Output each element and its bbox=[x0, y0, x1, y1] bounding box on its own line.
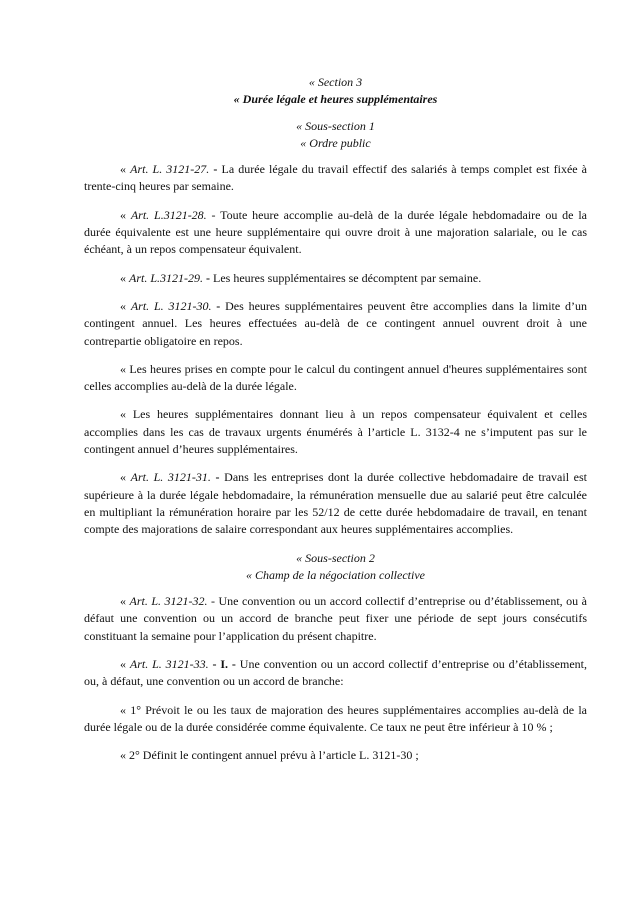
body-paragraph: « Les heures supplémentaires donnant lieu à un repos compensateur équivalent et celles accomplies dans les cas de travaux urgents énumérés à l’article L. 3132-4 ne s’imputent pas sur le contingent annuel d’heures supplémentaires. bbox=[84, 407, 587, 457]
paragraph-text: Les heures supplémentaires donnant lieu à un repos compensateur équivalent et celles accomplies dans les cas de travaux urgents énumérés à l’article L. 3132-4 ne s’imputent pas sur le contingent annuel d’heures supplémentaires. bbox=[84, 407, 587, 457]
article-paragraph: « Art. L.3121-29. - Les heures supplémentaires se décomptent par semaine. bbox=[120, 270, 482, 285]
subsection-title: « Champ de la négociation collective bbox=[246, 567, 425, 582]
article-reference: Art. L. 3121-32. bbox=[129, 594, 208, 609]
section-heading: « Section 3 bbox=[308, 75, 363, 89]
article-reference: Art. L. 3121-27. bbox=[130, 162, 210, 177]
document-page bbox=[84, 74, 587, 776]
paragraph-text: Dans les entreprises dont la durée collective hebdomadaire de travail est supérieure à la durée légale hebdomadaire, la rémunération mensuelle due au salarié peut être calculée en multipliant la rémunération horaire par les 52/12 de cette durée hebdomadaire de travail, en tenant compte des majorations de salaire correspondant aux heures supplémentaires accomplies. bbox=[84, 470, 588, 537]
paragraph-text: 1° Prévoit le ou les taux de majoration des heures supplémentaires accomplies au-delà de la durée légale ou de la durée considérée comme équivalente. Ce taux ne peut être inférieur à 10 % ; bbox=[84, 702, 587, 734]
article-reference: Art. L. 3121-33. bbox=[129, 657, 209, 672]
article-reference: Art. L. 3121-30. bbox=[130, 298, 212, 313]
subsection-heading: « Sous-section 1 bbox=[296, 118, 375, 133]
paragraph-text: La durée légale du travail effectif des salariés à temps complet est fixée à trente-cinq heures par semaine. bbox=[84, 162, 588, 194]
paragraph-text: Les heures prises en compte pour le calcul du contingent annuel d'heures supplémentaires sont celles accomplies au-delà de la durée légale. bbox=[84, 361, 587, 394]
paragraph-list-2 bbox=[84, 593, 587, 764]
paragraph-text: Des heures supplémentaires peuvent être accomplies dans la limite d’un contingent annuel. Les heures effectuées au-delà de ce contingent annuel ouvrent droit à une contrepartie obligatoire en repos. bbox=[84, 298, 588, 348]
article-paragraph: « Art. L.3121-28. - Toute heure accomplie au-delà de la durée légale hebdomadaire ou de la durée équivalente est une heure supplémentaire qui ouvre droit à une majoration salariale, ou le cas échéant, à un repos compensateur équivalent. bbox=[84, 207, 587, 257]
paragraph-text: Une convention ou un accord collectif d’entreprise ou d’établissement, ou à défaut une convention ou un accord de branche peut fixer une période de sept jours consécutifs constituant la semaine pour l’application du présent chapitre. bbox=[84, 594, 587, 643]
article-paragraph: « Art. L. 3121-33. - I. - Une convention ou un accord collectif d’entreprise ou d’établissement, ou, à défaut, une convention ou un accord de branche: bbox=[84, 657, 587, 689]
article-paragraph: « Art. L. 3121-31. - Dans les entreprises dont la durée collective hebdomadaire de travail est supérieure à la durée légale hebdomadaire, la rémunération mensuelle due au salarié peut être calculée en multipliant la rémunération horaire par les 52/12 de cette durée hebdomadaire de travail, en tenant compte des majorations de salaire correspondant aux heures supplémentaires accomplies. bbox=[84, 470, 588, 537]
body-paragraph: « 1° Prévoit le ou les taux de majoration des heures supplémentaires accomplies au-delà de la durée légale ou de la durée considérée comme équivalente. Ce taux ne peut être inférieur à 10 % ; bbox=[84, 702, 587, 734]
subsection-heading: « Sous-section 2 bbox=[296, 550, 375, 565]
paragraph-text: 2° Définit le contingent annuel prévu à l’article L. 3121-30 ; bbox=[129, 748, 419, 763]
paragraph-list-1 bbox=[84, 161, 587, 538]
body-paragraph: « Les heures prises en compte pour le calcul du contingent annuel d'heures supplémentaires sont celles accomplies au-delà de la durée légale. bbox=[84, 361, 587, 394]
article-paragraph: « Art. L. 3121-27. - La durée légale du travail effectif des salariés à temps complet est fixée à trente-cinq heures par semaine. bbox=[84, 162, 588, 194]
subsection-title: « Ordre public bbox=[300, 135, 371, 150]
article-reference: Art. L.3121-28. bbox=[130, 207, 207, 222]
paragraph-text: Une convention ou un accord collectif d’entreprise ou d’établissement, ou, à défaut, une convention ou un accord de branche: bbox=[84, 657, 587, 689]
article-paragraph: « Art. L. 3121-32. - Une convention ou un accord collectif d’entreprise ou d’établissement, ou à défaut une convention ou un accord de branche peut fixer une période de sept jours consécutifs constituant la semaine pour l’application du présent chapitre. bbox=[84, 594, 587, 643]
body-paragraph: « 2° Définit le contingent annuel prévu à l’article L. 3121-30 ; bbox=[120, 748, 419, 763]
paragraph-text: Toute heure accomplie au-delà de la durée légale hebdomadaire ou de la durée équivalente est une heure supplémentaire qui ouvre droit à une majoration salariale, ou le cas échéant, à un repos compensateur équivalent. bbox=[84, 207, 587, 257]
article-reference: Art. L.3121-29. bbox=[129, 270, 204, 285]
section-title: « Durée légale et heures supplémentaires bbox=[233, 92, 438, 107]
paragraph-text: Les heures supplémentaires se décomptent par semaine. bbox=[213, 270, 482, 285]
article-paragraph: « Art. L. 3121-30. - Des heures supplémentaires peuvent être accomplies dans la limite d’un contingent annuel. Les heures effectuées au-delà de ce contingent annuel ouvrent droit à une contrepartie obligatoire en repos. bbox=[84, 298, 588, 348]
article-reference: Art. L. 3121-31. bbox=[130, 470, 211, 485]
